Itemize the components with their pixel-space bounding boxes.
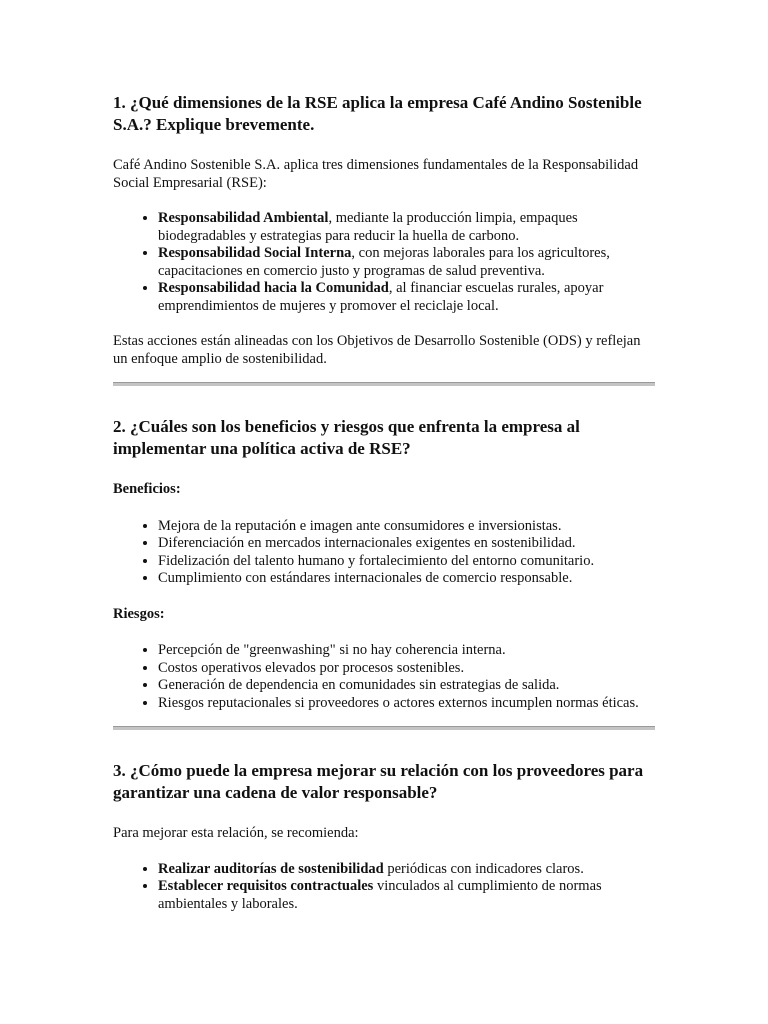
list-item-text: , con mejoras laborales para los agricultores, capacitaciones en comercio justo y programas de salud preventiva. bbox=[158, 245, 610, 279]
list-item: • Cumplimiento con estándares internacionales de comercio responsable. bbox=[158, 570, 658, 588]
benefits-label: Beneficios: bbox=[113, 481, 181, 497]
list-item: • Mejora de la reputación e imagen ante consumidores e inversionistas. bbox=[158, 518, 658, 536]
section-divider bbox=[113, 382, 655, 386]
list-item: • Diferenciación en mercados internacionales exigentes en sostenibilidad. bbox=[158, 535, 658, 553]
list-item: • Generación de dependencia en comunidades sin estrategias de salida. bbox=[158, 677, 658, 695]
document-content bbox=[113, 92, 658, 931]
list-item-text: vinculados al cumplimiento de normas ambientales y laborales. bbox=[158, 878, 602, 912]
list-item: • Percepción de "greenwashing" si no hay coherencia interna. bbox=[158, 642, 658, 660]
list-item: • Costos operativos elevados por procesos sostenibles. bbox=[158, 660, 658, 678]
list-item-text: , mediante la producción limpia, empaques biodegradables y estrategias para reducir la huella de carbono. bbox=[158, 210, 578, 244]
section-1-intro: Café Andino Sostenible S.A. aplica tres dimensiones fundamentales de la Responsabilidad Social Empresarial (RSE): bbox=[113, 157, 639, 191]
list-item bbox=[158, 280, 658, 315]
list-item-text: , al financiar escuelas rurales, apoyar emprendimientos de mujeres y promover el reciclaje local. bbox=[158, 280, 604, 314]
section-1-heading: 1. ¿Qué dimensiones de la RSE aplica la empresa Café Andino Sostenible S.A.? Explique brevemente. bbox=[113, 93, 642, 134]
list-item bbox=[158, 210, 658, 245]
section-3-heading: 3. ¿Cómo puede la empresa mejorar su relación con los proveedores para garantizar una cadena de valor responsable? bbox=[113, 761, 644, 802]
section-2-heading: 2. ¿Cuáles son los beneficios y riesgos que enfrenta la empresa al implementar una política activa de RSE? bbox=[113, 417, 580, 458]
list-item: • Riesgos reputacionales si proveedores o actores externos incumplen normas éticas. bbox=[158, 695, 658, 713]
section-3-intro: Para mejorar esta relación, se recomienda: bbox=[113, 825, 359, 841]
section-3 bbox=[113, 760, 658, 913]
list-item bbox=[158, 245, 658, 280]
section-divider bbox=[113, 726, 655, 730]
list-item-bold: Establecer requisitos contractuales bbox=[158, 878, 374, 894]
list-item-bold: Responsabilidad Ambiental bbox=[158, 210, 329, 226]
section-2 bbox=[113, 416, 658, 712]
section-1-list bbox=[113, 210, 658, 315]
list-item bbox=[158, 878, 658, 913]
section-1 bbox=[113, 92, 658, 368]
list-item-bold: Responsabilidad hacia la Comunidad bbox=[158, 280, 389, 296]
risks-list bbox=[113, 642, 658, 712]
list-item bbox=[158, 861, 658, 879]
list-item-text: periódicas con indicadores claros. bbox=[383, 860, 584, 877]
benefits-list bbox=[113, 518, 658, 588]
risks-label: Riesgos: bbox=[113, 605, 165, 622]
section-3-list bbox=[113, 861, 658, 914]
section-1-closing: Estas acciones están alineadas con los Objetivos de Desarrollo Sostenible (ODS) y reflejan un enfoque amplio de sostenibilidad. bbox=[113, 333, 641, 367]
list-item-bold: Realizar auditorías de sostenibilidad bbox=[158, 860, 384, 877]
list-item: • Fidelización del talento humano y fortalecimiento del entorno comunitario. bbox=[158, 553, 658, 571]
list-item-bold: Responsabilidad Social Interna bbox=[158, 245, 352, 261]
